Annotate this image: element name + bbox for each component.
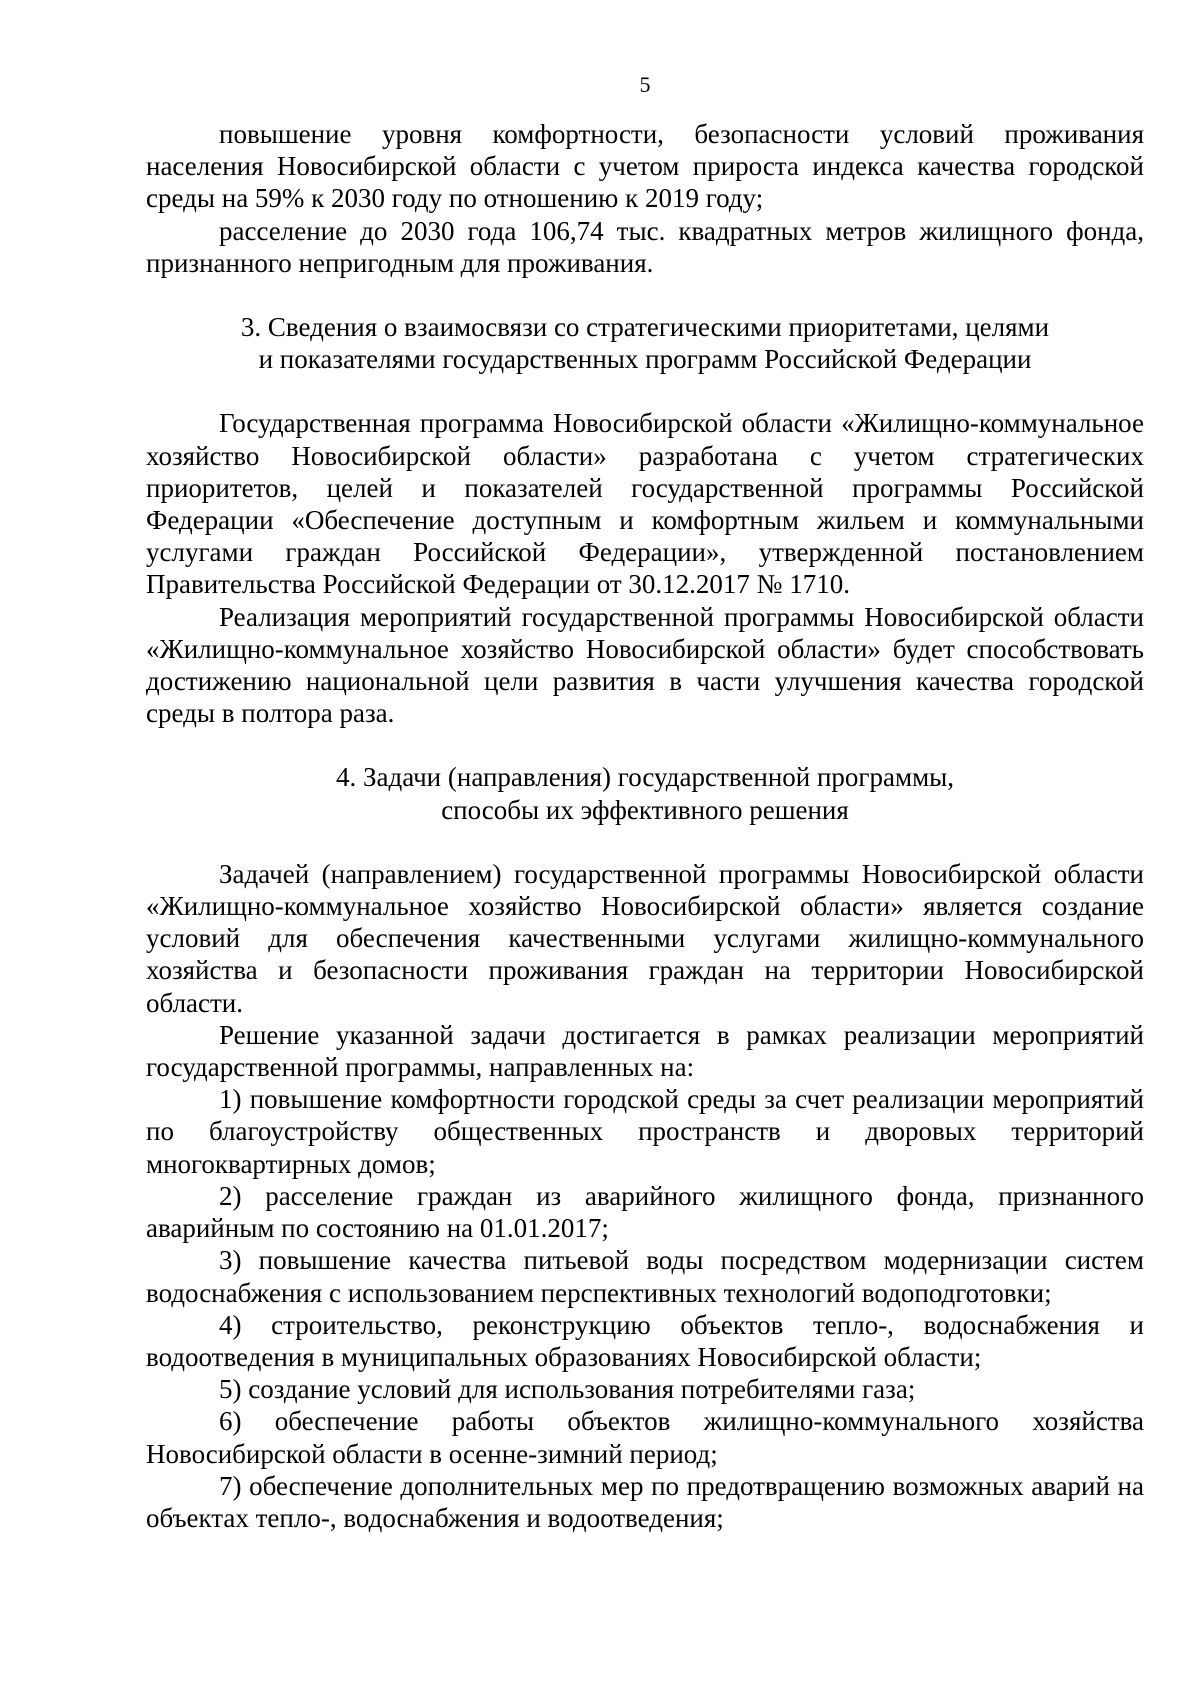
page-number: 5 — [639, 72, 651, 97]
section-3-paragraph-1: Государственная программа Новосибирской области «Жилищно-коммунальное хозяйство Новосибирской области» разработана с учетом стратегических приоритетов, целей и показателей государственной программы Российской Федерации «Обеспечение доступным и комфортным жильем и коммунальными услугами граждан Российской Федерации», утвержденной постановлением Правительства Российской Федерации от 30.12.2017 № 1710. — [146, 408, 1144, 600]
section-4-paragraph-1: Задачей (направлением) государственной программы Новосибирской области «Жилищно-коммунальное хозяйство Новосибирской области» является создание условий для обеспечения качественными услугами жилищно-коммунального хозяйства и безопасности проживания граждан на территории Новосибирской области. — [146, 858, 1144, 1018]
list-item-2: 2) расселение граждан из аварийного жилищного фонда, признанного аварийным по состоянию на 01.01.2017; — [146, 1180, 1144, 1244]
document-page — [146, 74, 1144, 1534]
intro-paragraph-1: повышение уровня комфортности, безопасности условий проживания населения Новосибирской области с учетом прироста индекса качества городской среды на 59% к 2030 году по отношению к 2019 году; — [146, 119, 1144, 214]
section-3-paragraph-2: Реализация мероприятий государственной программы Новосибирской области «Жилищно-коммунальное хозяйство Новосибирской области» будет способствовать достижению национальной цели развития в части улучшения качества городской среды в полтора раза. — [146, 601, 1144, 729]
section-4-heading-line-1: 4. Задачи (направления) государственной программы, — [335, 762, 955, 793]
list-item-4: 4) строительство, реконструкцию объектов тепло-, водоснабжения и водоотведения в муниципальных образованиях Новосибирской области; — [146, 1309, 1144, 1372]
section-4-paragraph-2: Решение указанной задачи достигается в рамках реализации мероприятий государственной программы, направленных на: — [146, 1019, 1144, 1083]
section-3-heading-line-2: и показателями государственных программ Российской Федерации — [258, 344, 1032, 375]
list-item-7: 7) обеспечение дополнительных мер по предотвращению возможных аварий на объектах тепло-, водоснабжения и водоотведения; — [146, 1470, 1144, 1533]
section-3-heading-line-1: 3. Сведения о взаимосвязи со стратегическими приоритетами, целями — [240, 312, 1050, 343]
list-item-6: 6) обеспечение работы объектов жилищно-коммунального хозяйства Новосибирской области в осенне-зимний период; — [146, 1406, 1144, 1469]
list-item-5: 5) создание условий для использования потребителями газа; — [219, 1374, 916, 1405]
section-4-heading — [146, 761, 1144, 825]
list-item-3: 3) повышение качества питьевой воды посредством модернизации систем водоснабжения с использованием перспективных технологий водоподготовки; — [146, 1245, 1144, 1308]
intro-paragraph-2: расселение до 2030 года 106,74 тыс. квадратных метров жилищного фонда, признанного непригодным для проживания. — [146, 215, 1144, 278]
section-4-heading-line-2: способы их эффективного решения — [441, 794, 849, 825]
list-item-1: 1) повышение комфортности городской среды за счет реализации мероприятий по благоустройству общественных пространств и дворовых территорий многоквартирных домов; — [146, 1084, 1144, 1179]
section-3-heading — [146, 311, 1144, 375]
